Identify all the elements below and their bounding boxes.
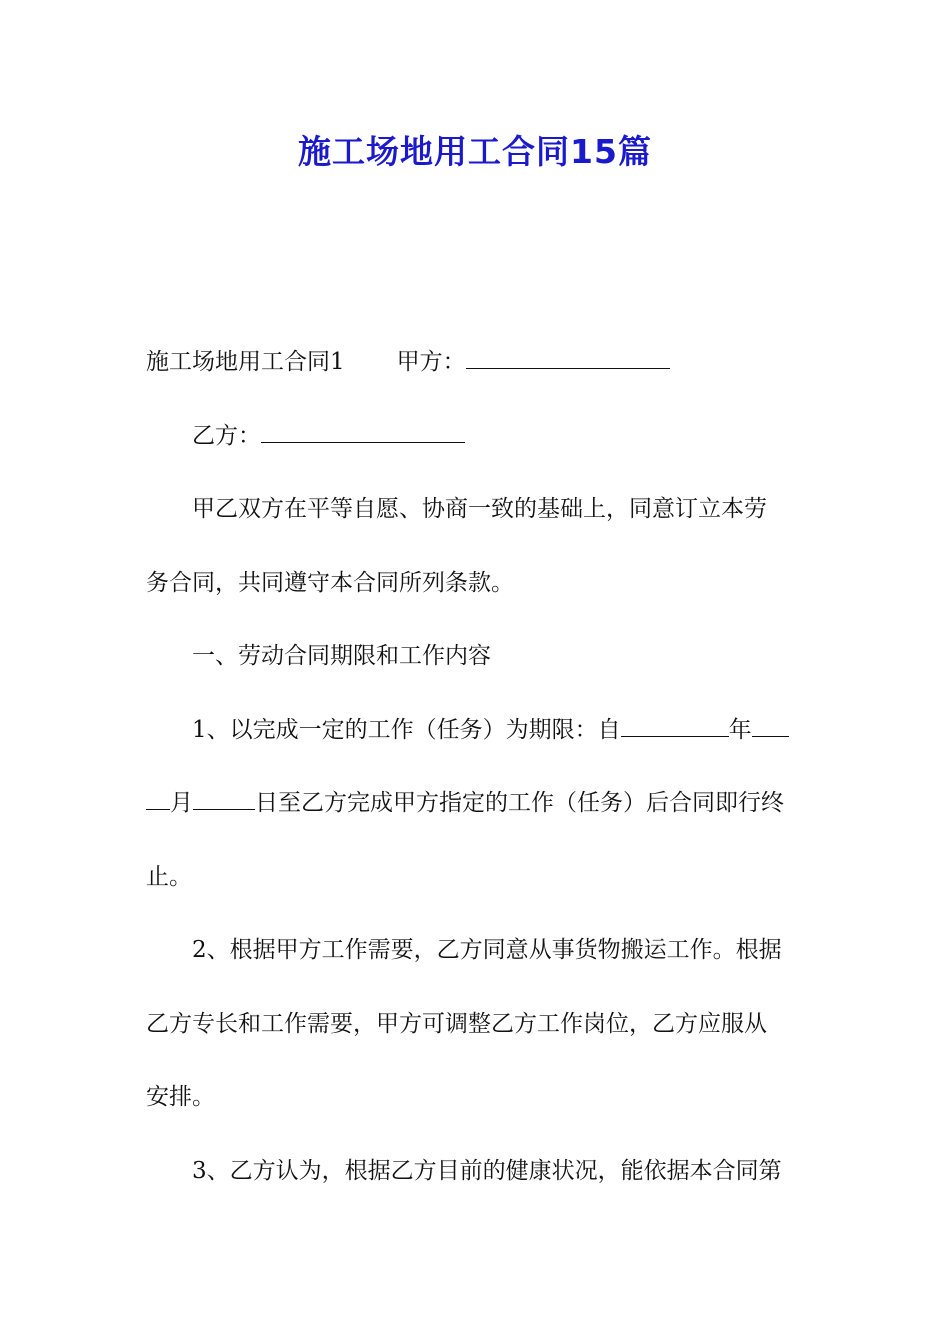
- party-b-line: [146, 414, 808, 488]
- day-blank: [193, 783, 255, 810]
- party-a-label: 甲方：: [396, 349, 466, 375]
- contract-body: [146, 340, 808, 1222]
- clause1-text: 1、以完成一定的工作（任务）为期限：自: [192, 716, 621, 743]
- intro-line-1: 甲乙双方在平等自愿、协商一致的基础上，同意订立本劳: [192, 496, 767, 522]
- year-blank: [621, 710, 729, 737]
- clause1-rest: 日至乙方完成甲方指定的工作（任务）后合同即行终: [255, 790, 784, 816]
- party-b-label: 乙方：: [192, 422, 261, 449]
- clause2-line-2: 乙方专长和工作需要，甲方可调整乙方工作岗位，乙方应服从: [146, 1010, 767, 1037]
- clause2-line-3: 安排。: [146, 1084, 215, 1110]
- month-blank-a: [752, 710, 789, 737]
- clause2-line-1: 2、根据甲方工作需要，乙方同意从事货物搬运工作。根据: [192, 937, 782, 963]
- clause1-line-1: [146, 708, 808, 782]
- party-b-blank: [261, 416, 465, 443]
- section1-heading: 一、劳动合同期限和工作内容: [192, 643, 491, 669]
- party-a-blank: [466, 342, 670, 369]
- intro-line-2: 务合同，共同遵守本合同所列条款。: [146, 569, 514, 596]
- clause3-line-1: 3、乙方认为，根据乙方目前的健康状况，能依据本合同第: [192, 1157, 782, 1184]
- clause1-line-3: 止。: [146, 863, 192, 890]
- heading-line: [146, 340, 808, 414]
- page-title: 施工场地用工合同15篇: [298, 132, 652, 171]
- month-blank-b: [146, 783, 170, 810]
- year-label: 年: [728, 716, 752, 743]
- month-label: 月: [170, 790, 193, 816]
- clause1-line-2: [146, 781, 808, 855]
- section-title: 施工场地用工合同1: [146, 349, 345, 375]
